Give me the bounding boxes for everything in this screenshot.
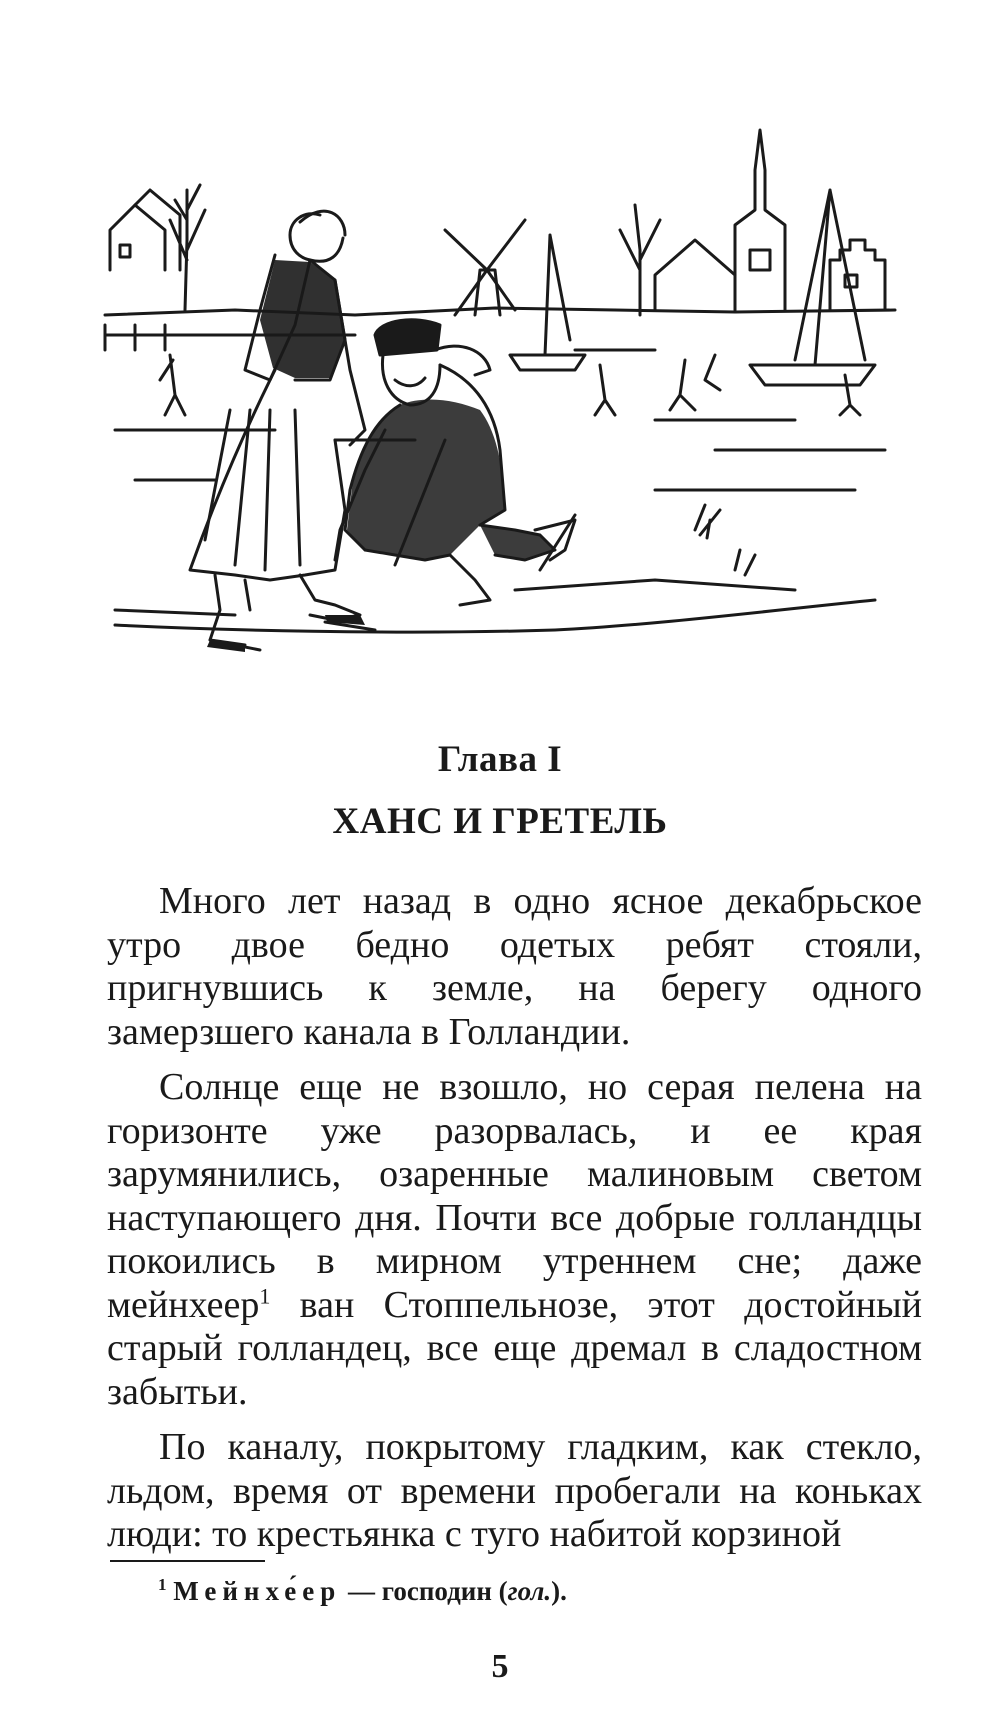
footnote-end: ). bbox=[551, 1576, 567, 1606]
page-number: 5 bbox=[491, 1648, 509, 1685]
footnote-language: гол. bbox=[507, 1576, 552, 1606]
footnote-term: Мейнхе́ер bbox=[173, 1576, 342, 1606]
paragraph-3: По каналу, покрытому гладким, как стекло, льдом, время от времени пробегали на коньках люди: то крестьянка с туго набитой корзиной bbox=[107, 1426, 922, 1555]
chapter-body bbox=[107, 880, 922, 1569]
paragraph-2 bbox=[107, 1066, 922, 1414]
paragraph-2-text-end: ван Стоппельнозе, этот достойный старый голландец, все еще дремал в сладостном забытьи. bbox=[107, 1283, 922, 1413]
footnote-mark: 1 bbox=[158, 1575, 167, 1594]
winter-canal-skating-illustration-icon bbox=[95, 110, 905, 700]
chapter-illustration bbox=[95, 110, 905, 700]
footnote bbox=[158, 1576, 918, 1607]
chapter-title: ХАНС И ГРЕТЕЛЬ bbox=[332, 801, 668, 842]
footnote-divider bbox=[110, 1560, 265, 1562]
footnote-definition: — господин ( bbox=[341, 1576, 508, 1606]
paragraph-2-text-start: Солнце еще не взошло, но серая пелена на горизонте уже разорвалась, и ее края зарумянились, озаренные малиновым светом наступающего дня. Почти все добрые голландцы покоились в мирном утреннем сне; даже мейнхеер bbox=[107, 1066, 922, 1326]
footnote-reference: 1 bbox=[259, 1282, 271, 1308]
chapter-number: Глава I bbox=[437, 739, 563, 780]
paragraph-1: Много лет назад в одно ясное декабрьское утро двое бедно одетых ребят стояли, пригнувшись к земле, на берегу одного замерзшего канала в Голландии. bbox=[107, 880, 922, 1053]
